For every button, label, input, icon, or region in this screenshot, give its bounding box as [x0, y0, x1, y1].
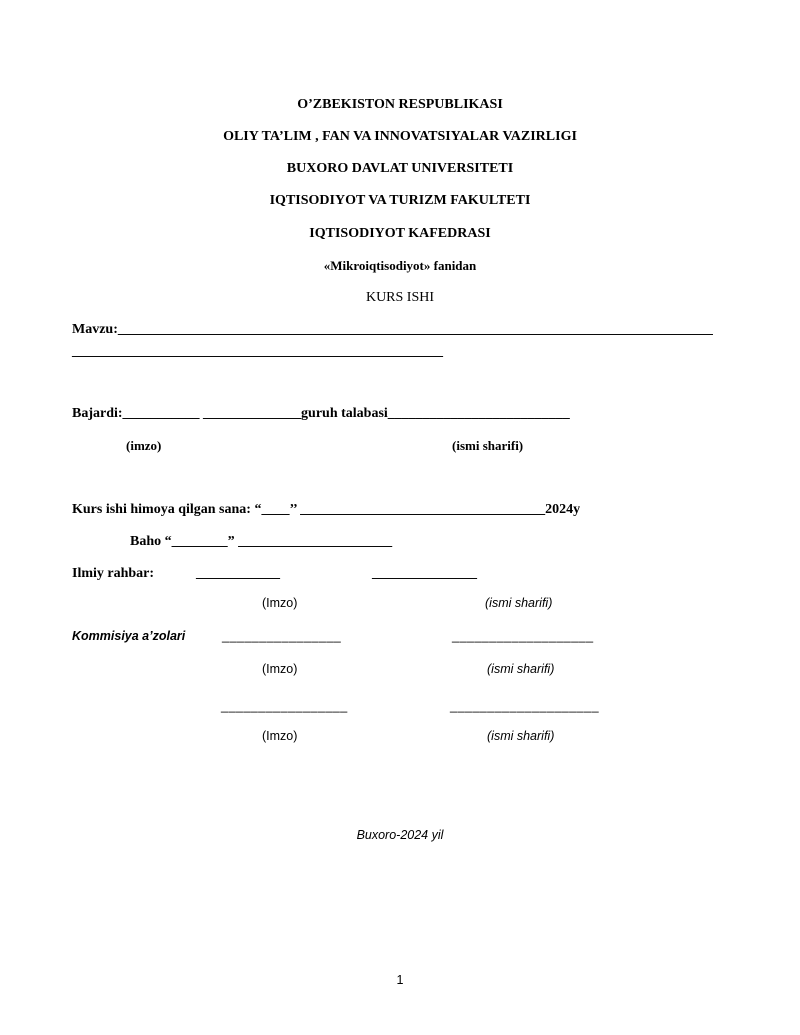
grade-line: Baho “________” ______________________ [130, 534, 393, 549]
commission-row1-name-label: (ismi sharifi) [487, 662, 555, 676]
topic-line: Mavzu:_____________________________________________________________________________________ [72, 322, 713, 337]
department-heading: IQTISODIYOT KAFEDRASI [309, 226, 491, 241]
performer-sign-label: (imzo) [126, 438, 162, 453]
performer-line: Bajardi:___________ ______________guruh talabasi__________________________ [72, 406, 570, 421]
page-number: 1 [396, 973, 404, 987]
commission-row2-name-label: (ismi sharifi) [487, 729, 555, 743]
supervisor-name-label: (ismi sharifi) [485, 596, 553, 610]
supervisor-sign-blank: ____________ [196, 566, 280, 581]
commission-row2-sign-blank: _________________ [221, 699, 348, 713]
commission-row1-name-blank: ___________________ [452, 629, 594, 643]
supervisor-sign-label: (Imzo) [262, 596, 298, 610]
commission-row2-name-blank: ____________________ [450, 699, 600, 713]
commission-row1-sign-label: (Imzo) [262, 662, 298, 676]
defense-date-line: Kurs ishi himoya qilgan sana: “____’’ ___________________________________2024y [72, 502, 581, 517]
faculty-heading: IQTISODIYOT VA TURIZM FAKULTETI [269, 193, 531, 208]
topic-line-continued: _____________________________________________________ [72, 344, 443, 359]
country-heading: O’ZBEKISTON RESPUBLIKASI [297, 97, 503, 112]
document-type: KURS ISHI [365, 290, 435, 305]
university-heading: BUXORO DAVLAT UNIVERSITETI [286, 161, 514, 176]
commission-row1-sign-blank: ________________ [222, 629, 342, 643]
commission-row2-sign-label: (Imzo) [262, 729, 298, 743]
supervisor-label: Ilmiy rahbar: [72, 566, 155, 581]
supervisor-name-blank: _______________ [372, 566, 477, 581]
subject-heading: «Mikroiqtisodiyot» fanidan [323, 258, 477, 273]
place-year: Buxoro-2024 yil [356, 828, 444, 842]
commission-label: Kommisiya a’zolari [72, 629, 186, 643]
performer-name-label: (ismi sharifi) [452, 438, 524, 453]
ministry-heading: OLIY TA’LIM , FAN VA INNOVATSIYALAR VAZIRLIGI [223, 129, 577, 144]
